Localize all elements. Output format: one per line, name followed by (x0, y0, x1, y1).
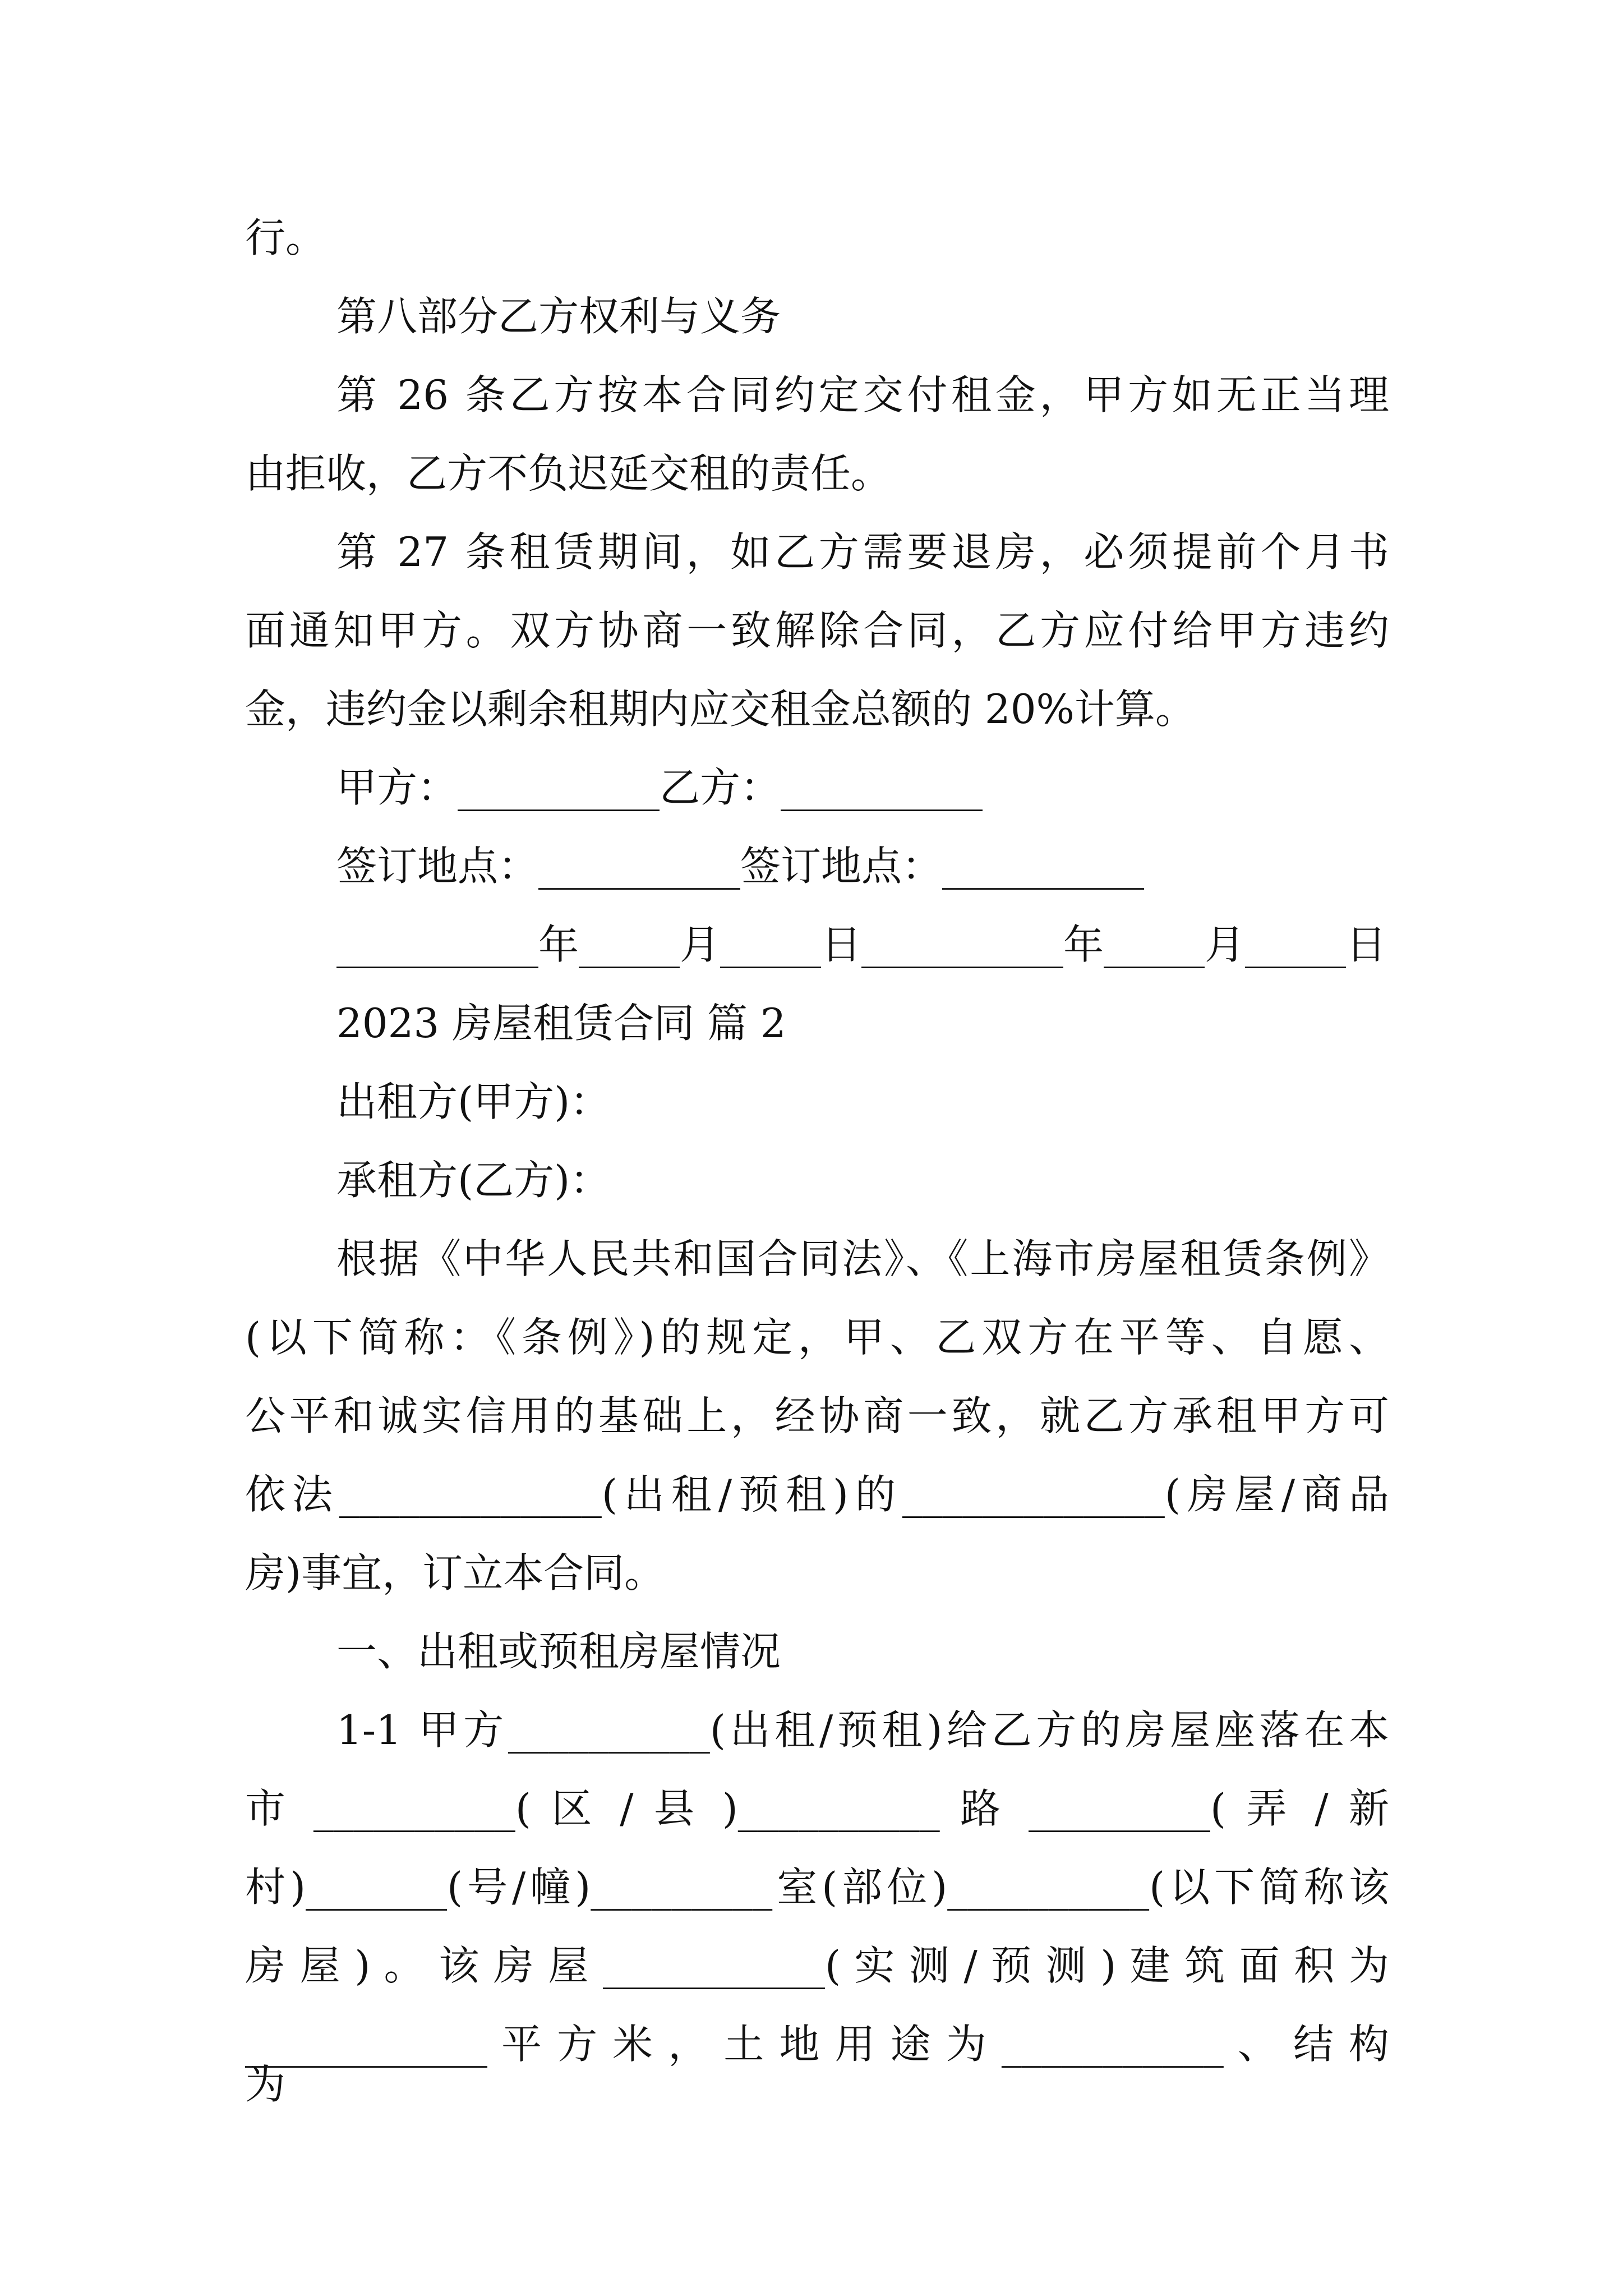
text-line: 根据《中华人民共和国合同法》、《上海市房屋租赁条例》 (336, 1235, 1389, 1282)
text-line: ____________ 平 方 米 ， 土 地 用 途 为 ___________ 、 结 构 为 (245, 2021, 1389, 2108)
text-line: 房 屋 ) 。 该 房 屋 ___________( 实 测 / 预 测 ) 建 筑 面 积 为 (245, 1942, 1389, 1989)
contract-title: 2023 房屋租赁合同 篇 2 (336, 1000, 786, 1047)
lessor-label: 出租方(甲方)： (336, 1078, 611, 1125)
text-line: 村)_______(号/幢)_________室(部位)__________(以下简称该 (245, 1864, 1389, 1911)
date-line: __________年_____月_____日__________年_____月_____日 (336, 921, 1386, 968)
text-line: 公平和诚实信用的基础上，经协商一致，就乙方承租甲方可 (245, 1392, 1389, 1439)
text-line: 由拒收，乙方不负迟延交租的责任。 (245, 450, 892, 497)
signature-line: 甲方：__________乙方：__________ (336, 764, 983, 811)
lessee-label: 承租方(乙方)： (336, 1157, 611, 1204)
text-line: 面通知甲方。双方协商一致解除合同，乙方应付给甲方违约 (245, 607, 1389, 654)
text-line: 第 26 条乙方按本合同约定交付租金，甲方如无正当理 (336, 371, 1389, 418)
text-line: 依法_____________(出租/预租)的_____________(房屋/商品 (245, 1471, 1389, 1518)
section-heading: 第八部分乙方权利与义务 (336, 293, 781, 340)
text-line: 1-1 甲方__________(出租/预租)给乙方的房屋座落在本 (336, 1706, 1389, 1754)
text-line: 金，违约金以剩余租期内应交租金总额的 20%计算。 (245, 685, 1196, 733)
text-line: 行。 (245, 214, 326, 261)
text-line: (以下简称：《条例》)的规定，甲、乙双方在平等、自愿、 (245, 1314, 1389, 1361)
text-line: 第 27 条租赁期间，如乙方需要退房，必须提前个月书 (336, 528, 1389, 576)
signature-place-line: 签订地点：__________签订地点：__________ (336, 843, 1145, 890)
text-line: 房)事宜，订立本合同。 (245, 1549, 665, 1596)
section-heading: 一、出租或预租房屋情况 (336, 1628, 781, 1675)
text-line: 市 __________( 区 / 县 )__________ 路 _________( 弄 / 新 (245, 1785, 1389, 1832)
